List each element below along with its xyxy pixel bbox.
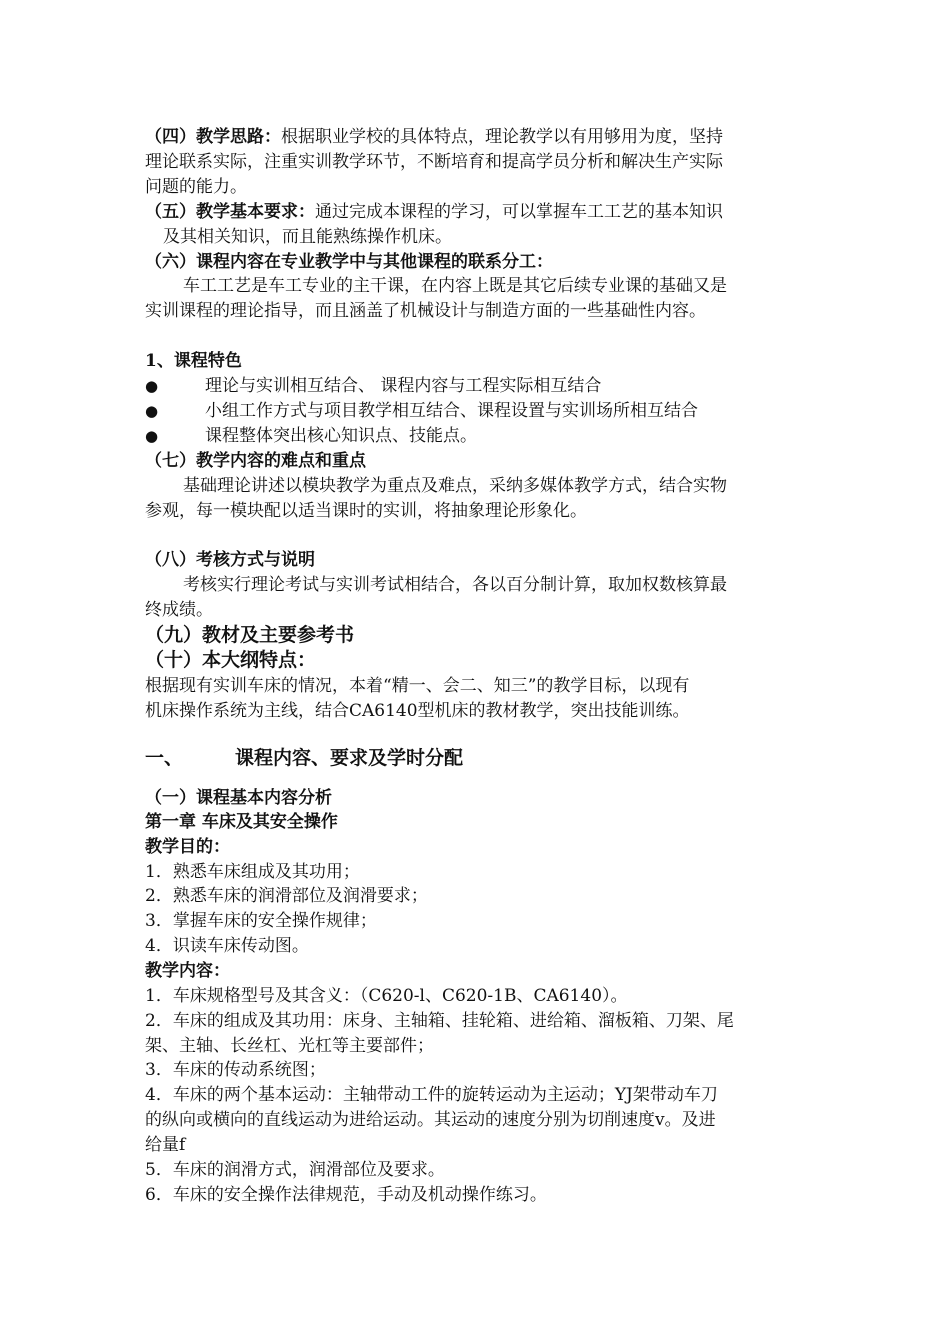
section-6-line-1: 车工工艺是车工专业的主干课，在内容上既是其它后续专业课的基础又是: [183, 276, 727, 296]
section-5-line-2: 及其相关知识，而且能熟练操作机床。: [163, 227, 452, 247]
features-heading: 1、课程特色: [145, 351, 242, 371]
section-9-heading: （九）教材及主要参考书: [145, 624, 355, 646]
section-4-line-2: 理论联系实际，注重实训教学环节，不断培育和提高学员分析和解决生产实际: [145, 152, 723, 172]
content-item: 给量f: [145, 1135, 186, 1155]
section-5-text: 通过完成本课程的学习，可以掌握车工工艺的基本知识: [315, 202, 723, 222]
section-8-heading: （八）考核方式与说明: [145, 550, 315, 570]
content-item: 3．车床的传动系统图；: [145, 1060, 326, 1080]
section-4-text: 根据职业学校的具体特点，理论教学以有用够用为度，坚持: [281, 127, 723, 147]
goal-item: 2．熟悉车床的润滑部位及润滑要求；: [145, 886, 428, 906]
section-6-line-2: 实训课程的理论指导，而且涵盖了机械设计与制造方面的一些基础性内容。: [145, 301, 706, 321]
bullet-icon: ●: [145, 377, 159, 395]
bullet-icon: ●: [145, 427, 159, 445]
section-7-line-2: 参观，每一模块配以适当课时的实训，将抽象理论形象化。: [145, 501, 587, 521]
teaching-content-label: 教学内容：: [145, 961, 230, 981]
content-item: 的纵向或横向的直线运动为进给运动。其运动的速度分别为切削速度v。及进: [145, 1110, 716, 1130]
section-4-label: （四）教学思路：: [145, 127, 281, 147]
content-item: 1．车床规格型号及其含义：（C620-l、C620-1B、CA6140）。: [145, 986, 628, 1006]
bullet-icon: ●: [145, 402, 159, 420]
section-7-line-1: 基础理论讲述以模块教学为重点及难点，采纳多媒体教学方式，结合实物: [183, 476, 727, 496]
teaching-goal-label: 教学目的：: [145, 837, 230, 857]
goal-item: 3．掌握车床的安全操作规律；: [145, 911, 377, 931]
analysis-heading: （一）课程基本内容分析: [145, 788, 332, 808]
chapter-1-title: 第一章 车床及其安全操作: [145, 812, 338, 832]
section-6-heading: （六）课程内容在专业教学中与其他课程的联系分工：: [145, 252, 553, 272]
content-item: 架、主轴、长丝杠、光杠等主要部件；: [145, 1036, 434, 1056]
section-5-line-1: [145, 200, 723, 224]
content-item: 4．车床的两个基本运动：主轴带动工件的旋转运动为主运动；YJ架带动车刀: [145, 1085, 718, 1105]
section-8-line-2: 终成绩。: [145, 600, 213, 620]
goal-item: 4．识读车床传动图。: [145, 936, 309, 956]
part-1-number: 一、: [145, 747, 184, 769]
content-item: 2．车床的组成及其功用：床身、主轴箱、挂轮箱、进给箱、溜板箱、刀架、尾: [145, 1011, 734, 1031]
section-4-line-3: 问题的能力。: [145, 177, 247, 197]
section-10-heading: （十）本大纲特点：: [145, 649, 317, 671]
section-10-line-1: 根据现有实训车床的情况，本着“精一、会二、知三”的教学目标，以现有: [145, 676, 690, 696]
section-5-label: （五）教学基本要求：: [145, 202, 315, 222]
goal-item: 1．熟悉车床组成及其功用；: [145, 862, 360, 882]
feature-item: 课程整体突出核心知识点、技能点。: [205, 426, 477, 446]
section-4-line-1: [145, 125, 723, 149]
part-1-title: 课程内容、要求及学时分配: [235, 747, 464, 769]
content-item: 5．车床的润滑方式，润滑部位及要求。: [145, 1160, 445, 1180]
feature-item: 小组工作方式与项目教学相互结合、课程设置与实训场所相互结合: [205, 401, 698, 421]
feature-item: 理论与实训相互结合、 课程内容与工程实际相互结合: [205, 376, 602, 396]
section-8-line-1: 考核实行理论考试与实训考试相结合，各以百分制计算，取加权数核算最: [183, 575, 727, 595]
section-10-line-2: 机床操作系统为主线，结合CA6140型机床的教材教学，突出技能训练。: [145, 701, 690, 721]
section-7-heading: （七）教学内容的难点和重点: [145, 451, 366, 471]
content-item: 6．车床的安全操作法律规范，手动及机动操作练习。: [145, 1185, 547, 1205]
